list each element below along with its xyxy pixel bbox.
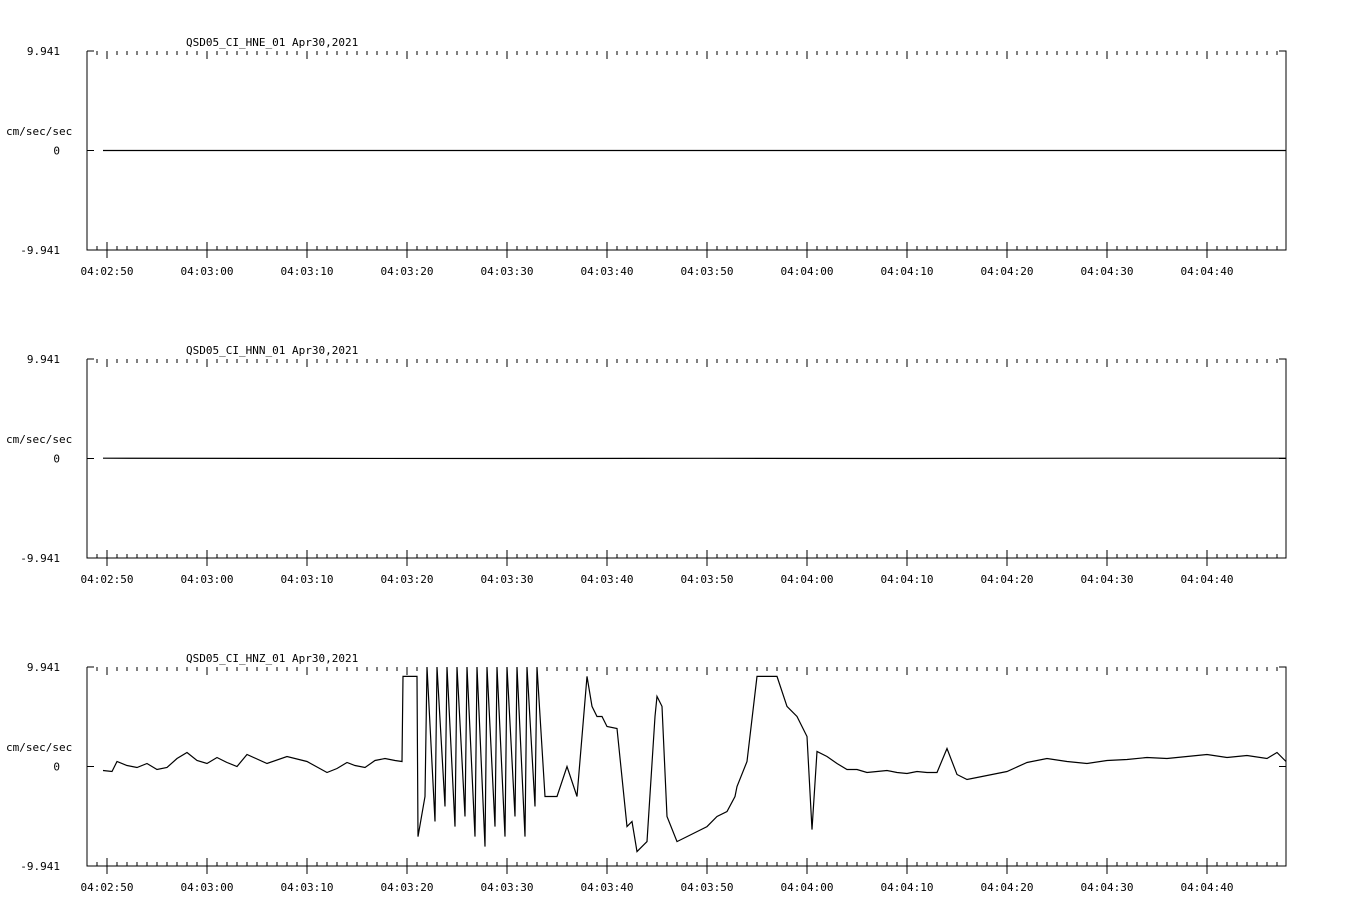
- x-tick-label: 04:04:10: [880, 573, 934, 586]
- x-tick-label: 04:04:30: [1080, 265, 1134, 278]
- time-ticks: [87, 667, 1277, 874]
- x-tick-label: 04:03:20: [380, 265, 434, 278]
- x-tick-label: 04:03:00: [180, 265, 234, 278]
- x-tick-label: 04:04:20: [980, 573, 1034, 586]
- time-ticks: [87, 51, 1277, 258]
- x-tick-label: 04:04:40: [1180, 265, 1234, 278]
- seismogram-panel-1: [87, 51, 1286, 258]
- x-tick-label: 04:03:50: [680, 265, 734, 278]
- x-tick-label: 04:03:30: [480, 881, 534, 894]
- x-tick-label: 04:04:30: [1080, 573, 1134, 586]
- x-tick-label: 04:03:00: [180, 573, 234, 586]
- y-tick-label-zero: 0: [53, 760, 60, 774]
- x-tick-label: 04:03:30: [480, 573, 534, 586]
- x-tick-label: 04:04:40: [1180, 573, 1234, 586]
- y-axis-label: cm/sec/sec: [6, 433, 73, 446]
- x-tick-label: 04:02:50: [80, 265, 134, 278]
- x-tick-label: 04:03:50: [680, 881, 734, 894]
- x-tick-label: 04:04:10: [880, 881, 934, 894]
- x-tick-label: 04:04:20: [980, 881, 1034, 894]
- y-tick-label-max: 9.941: [26, 45, 60, 58]
- x-tick-label: 04:03:40: [580, 265, 634, 278]
- x-tick-label: 04:03:40: [580, 573, 634, 586]
- y-axis-label: cm/sec/sec: [6, 741, 73, 754]
- x-tick-label: 04:03:10: [280, 265, 334, 278]
- y-tick-label-max: 9.941: [26, 353, 60, 366]
- x-tick-label: 04:04:40: [1180, 881, 1234, 894]
- x-tick-label: 04:04:20: [980, 265, 1034, 278]
- x-tick-label: 04:02:50: [80, 573, 134, 586]
- y-tick-label-zero: 0: [53, 452, 60, 466]
- x-tick-label: 04:03:30: [480, 265, 534, 278]
- panel-title: QSD05_CI_HNZ_01 Apr30,2021: [186, 652, 359, 665]
- x-tick-label: 04:03:10: [280, 881, 334, 894]
- y-tick-label-min: -9.941: [20, 552, 60, 565]
- panel-title: QSD05_CI_HNN_01 Apr30,2021: [186, 344, 359, 357]
- y-axis-label: cm/sec/sec: [6, 125, 73, 138]
- x-tick-label: 04:04:00: [780, 573, 834, 586]
- x-tick-label: 04:02:50: [80, 881, 134, 894]
- x-tick-label: 04:04:30: [1080, 881, 1134, 894]
- seismogram-panel-2: [87, 359, 1286, 566]
- seismogram-panel-3: [87, 667, 1286, 874]
- x-tick-label: 04:03:10: [280, 573, 334, 586]
- x-tick-label: 04:03:20: [380, 573, 434, 586]
- x-tick-label: 04:03:40: [580, 881, 634, 894]
- x-tick-label: 04:03:00: [180, 881, 234, 894]
- x-tick-label: 04:04:00: [780, 265, 834, 278]
- axis-frame: [87, 667, 1286, 866]
- y-tick-label-zero: 0: [53, 144, 60, 158]
- waveform-trace: [103, 667, 1286, 852]
- x-tick-label: 04:04:00: [780, 881, 834, 894]
- panel-title: QSD05_CI_HNE_01 Apr30,2021: [186, 36, 359, 49]
- y-tick-label-min: -9.941: [20, 244, 60, 257]
- y-tick-label-min: -9.941: [20, 860, 60, 873]
- x-tick-label: 04:03:50: [680, 573, 734, 586]
- y-tick-label-max: 9.941: [26, 661, 60, 674]
- x-tick-label: 04:04:10: [880, 265, 934, 278]
- x-tick-label: 04:03:20: [380, 881, 434, 894]
- time-ticks: [87, 359, 1277, 566]
